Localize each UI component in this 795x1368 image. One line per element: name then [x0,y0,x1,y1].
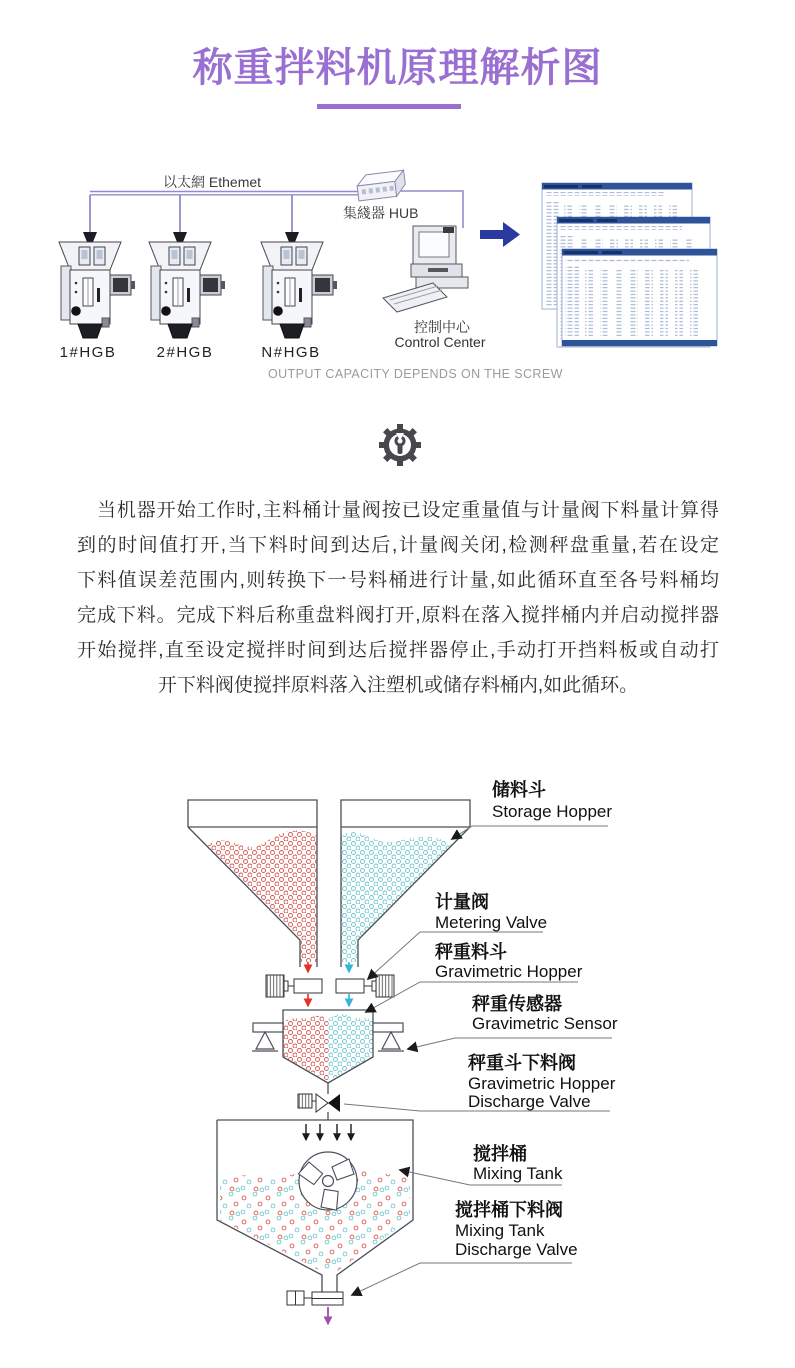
label-gravimetric-hopper-cn: 秤重料斗 [435,942,507,962]
hgb-machine-2-icon [149,232,225,338]
spreadsheet-windows-icon [542,183,717,347]
label-metering-valve-en: Metering Valve [435,913,548,932]
description-line: 开下料阀使搅拌原料落入注塑机或储存料桶内,如此循环。 [157,675,639,696]
description-paragraph [77,493,719,703]
label-gravimetric-hopper-en: Gravimetric Hopper [435,962,583,981]
hgb-machine-1-icon [59,232,135,338]
metering-valve-right [336,975,394,997]
description-line: 到的时间值打开,当下料时间到达后,计量阀关闭,检测秤盘重量,若在设定 [77,535,719,556]
label-storage-hopper-en: Storage Hopper [492,802,613,821]
hub-label: 集綫器 HUB [343,205,419,221]
leader-storage-hopper [452,826,608,839]
hgb-machine-n-icon [261,232,337,338]
metering-valve-left [266,975,322,997]
label-gravimetric-discharge-cn: 秤重斗下料阀 [468,1053,576,1073]
mixing-discharge-valve [287,1291,343,1305]
label-metering-valve-cn: 计量阀 [435,892,489,912]
label-storage-hopper-cn: 储料斗 [492,780,546,800]
description-line: 当机器开始工作时,主料桶计量阀按已设定重量值与计量阀下料量计算得 [97,500,719,521]
load-cell-right-icon [378,1032,404,1051]
load-cell-left-icon [252,1032,278,1051]
control-center-label-en: Control Center [394,334,486,350]
gravimetric-discharge-valve [298,1083,340,1120]
label-gravimetric-discharge-en2: Discharge Valve [468,1092,591,1111]
label-gravimetric-discharge-en1: Gravimetric Hopper [468,1074,616,1093]
machine-label-2: 2#HGB [156,344,214,361]
flow-arrow-icon [480,222,520,247]
label-gravimetric-sensor-en: Gravimetric Sensor [472,1014,618,1033]
label-mixing-discharge-en2: Discharge Valve [455,1240,578,1259]
leader-mixing-discharge [352,1263,572,1295]
hub-icon [356,170,407,201]
title-underline [317,104,461,109]
description-line: 完成下料。完成下料后称重盘料阀打开,原料在落入搅拌桶内并启动搅拌器 [77,605,719,626]
leader-gravimetric-sensor [408,1038,612,1049]
machine-label-1: 1#HGB [59,344,117,361]
label-mixing-tank-en: Mixing Tank [473,1164,563,1183]
ethernet-label: 以太網 Ethemet [163,174,262,190]
network-diagram [0,150,795,390]
control-center-label-cn: 控制中心 [414,319,470,335]
label-gravimetric-sensor-cn: 秤重传感器 [472,994,562,1014]
label-mixing-discharge-en1: Mixing Tank [455,1221,545,1240]
description-line: 下料值误差范围内,则转换下一号料桶进行计量,如此循环直至各号料桶均 [77,570,719,591]
output-capacity-caption: OUTPUT CAPACITY DEPENDS ON THE SCREW [268,367,563,381]
gravimetric-hopper [252,1010,404,1083]
mixing-tank [217,1120,413,1292]
gear-wrench-icon [378,421,422,475]
label-mixing-tank-cn: 搅拌桶 [473,1144,527,1164]
schematic-diagram [0,760,795,1350]
storage-hopper-left [188,800,317,967]
page-title: 称重拌料机原理解析图 [192,46,603,90]
label-mixing-discharge-cn: 搅拌桶下料阀 [455,1200,563,1220]
description-line: 开始搅拌,直至设定搅拌时间到达后搅拌器停止,手动打开挡料板或自动打 [77,640,719,661]
control-center-computer-icon [383,226,468,312]
machine-label-n: N#HGB [261,344,321,361]
